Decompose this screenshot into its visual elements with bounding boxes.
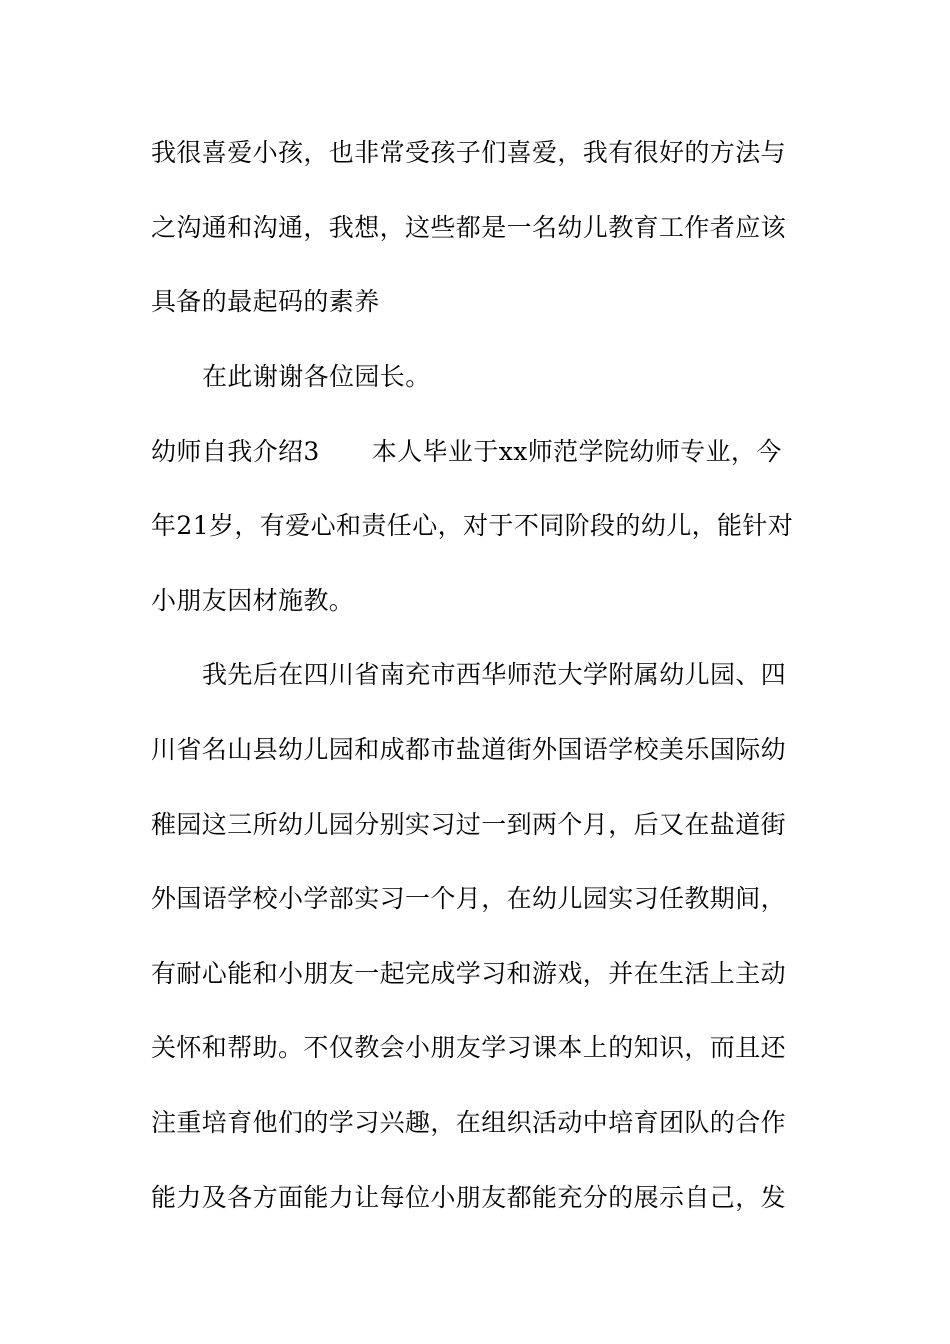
paragraph-line: 稚园这三所幼儿园分别实习过一到两个月，后又在盐道街 xyxy=(151,810,787,839)
paragraph-line: 我先后在四川省南充市西华师范大学附属幼儿园、四 xyxy=(202,660,787,689)
paragraph-line: 川省名山县幼儿园和成都市盐道街外国语学校美乐国际幼 xyxy=(151,735,787,764)
paragraph-line: 外国语学校小学部实习一个月，在幼儿园实习任教期间， xyxy=(151,884,787,913)
paragraph-text: 本人毕业于xx师范学院幼师专业，今 xyxy=(371,437,782,466)
paragraph-line: 年21岁，有爱心和责任心，对于不同阶段的幼儿，能针对 xyxy=(151,511,794,540)
paragraph-line: 能力及各方面能力让每位小朋友都能充分的展示自己，发 xyxy=(151,1183,787,1212)
section-heading: 幼师自我介绍3 xyxy=(151,437,320,466)
paragraph-line: 之沟通和沟通，我想，这些都是一名幼儿教育工作者应该 xyxy=(151,213,787,242)
paragraph-line: 有耐心能和小朋友一起完成学习和游戏，并在生活上主动 xyxy=(151,959,787,988)
paragraph-line: 小朋友因材施教。 xyxy=(151,586,355,615)
paragraph-line: 我很喜爱小孩，也非常受孩子们喜爱，我有很好的方法与 xyxy=(151,138,787,167)
section-line xyxy=(151,434,811,470)
paragraph-line: 在此谢谢各位园长。 xyxy=(202,362,431,391)
paragraph-line: 关怀和帮助。不仅教会小朋友学习课本上的知识，而且还 xyxy=(151,1033,787,1062)
paragraph-line: 具备的最起码的素养 xyxy=(151,287,380,316)
paragraph-line: 注重培育他们的学习兴趣，在组织活动中培育团队的合作 xyxy=(151,1108,787,1137)
